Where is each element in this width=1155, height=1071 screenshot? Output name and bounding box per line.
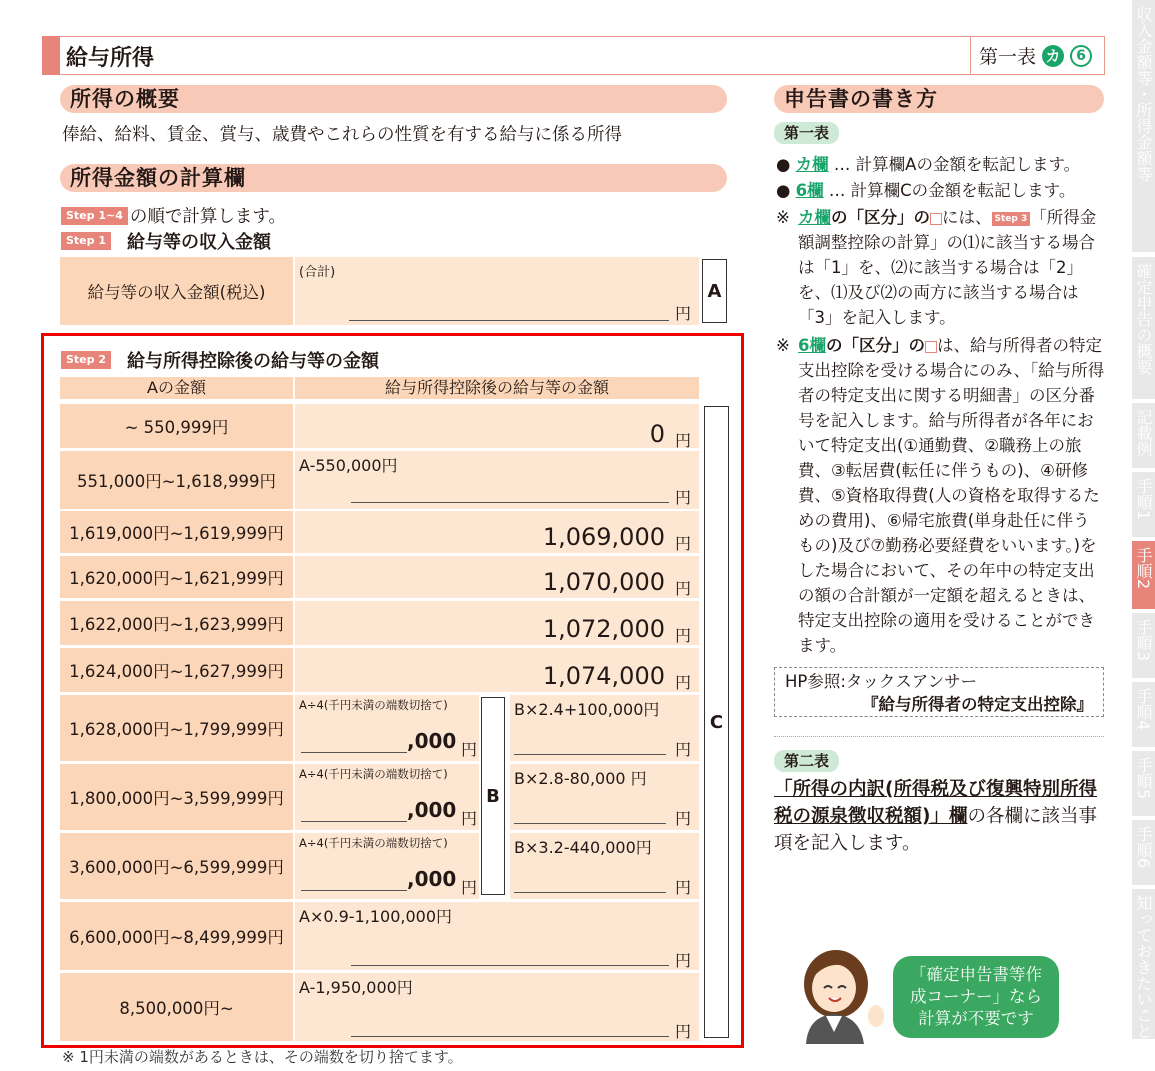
- six-field-link[interactable]: 6欄: [798, 336, 826, 355]
- sum-label: (合計): [299, 265, 336, 280]
- sheet-reference: [970, 36, 1105, 75]
- multiply-formula: B×2.4+100,000円: [514, 700, 660, 719]
- note-mark: ※: [776, 208, 790, 227]
- yen-unit: 円: [461, 740, 478, 759]
- quarter-cell-row-9[interactable]: [295, 833, 479, 899]
- fixed-value: 1,072,000: [542, 615, 665, 643]
- hp-reference-line2: 『給与所得者の特定支出控除』: [862, 695, 1093, 714]
- bullet-ka-text: … 計算欄Aの金額を転記します。: [833, 155, 1081, 174]
- title-accent: [42, 36, 60, 75]
- input-line: [514, 737, 666, 755]
- yen-unit: 円: [674, 878, 691, 897]
- range-row-5: 1,622,000円~1,623,999円: [60, 601, 293, 645]
- calc-heading: 所得金額の計算欄: [60, 164, 727, 192]
- step1-label: 給与等の収入金額(税込): [60, 257, 293, 325]
- range-row-10: 6,600,000円~8,499,999円: [60, 902, 293, 970]
- field-mark-6: 6: [1070, 45, 1092, 67]
- ka-field-link[interactable]: カ欄: [795, 155, 829, 174]
- value-row-5: [295, 601, 699, 645]
- multiply-cell-row-7[interactable]: [510, 695, 699, 761]
- page-title: 給与所得: [66, 46, 155, 71]
- nav-step6[interactable]: 手順6: [1132, 820, 1155, 885]
- input-line: [351, 1019, 669, 1037]
- hp-reference[interactable]: [774, 667, 1104, 717]
- bullet-6-text: … 計算欄Cの金額を転記します。: [828, 181, 1076, 200]
- multiply-formula: B×2.8-80,000 円: [514, 769, 647, 788]
- step1-value-cell[interactable]: [295, 257, 699, 325]
- box-a: A: [702, 259, 727, 323]
- nav-step5[interactable]: 手順5: [1132, 751, 1155, 816]
- fixed-value: 1,070,000: [542, 568, 665, 596]
- box-b: B: [481, 697, 505, 895]
- input-line: [514, 806, 666, 824]
- step2-title: 給与所得控除後の給与等の金額: [127, 351, 379, 372]
- advisor-character-icon: [792, 944, 888, 1044]
- overview-heading: 所得の概要: [60, 85, 727, 113]
- input-line: [351, 485, 669, 503]
- sheet1-label: 第一表: [774, 122, 839, 144]
- yen-unit: 円: [461, 878, 478, 897]
- input-line: [351, 948, 669, 966]
- fixed-value: 1,074,000: [542, 662, 665, 690]
- bullet-icon: ●: [776, 181, 791, 200]
- col-after-deduction: 給与所得控除後の給与等の金額: [295, 377, 699, 399]
- range-row-9: 3,600,000円~6,599,999円: [60, 833, 293, 899]
- quarter-cell-row-8[interactable]: [295, 764, 479, 830]
- value-row-6: [295, 648, 699, 692]
- quarter-formula: A÷4(千円未満の端数切捨て): [299, 767, 448, 781]
- formula: A-550,000円: [299, 456, 398, 475]
- note-ka-text1: には、: [942, 208, 992, 227]
- yen-unit: 円: [674, 809, 691, 828]
- step-badge: Step 1~4: [61, 207, 128, 225]
- yen-unit: 円: [674, 626, 691, 645]
- nav-step1[interactable]: 手順1: [1132, 472, 1155, 537]
- title-bar: [42, 36, 1105, 75]
- sheet2-label: 第二表: [774, 750, 839, 772]
- value-row-2[interactable]: [295, 451, 699, 509]
- kubun-label: の「区分」の: [831, 208, 930, 227]
- col-a-amount: Aの金額: [60, 377, 293, 399]
- sheet2-field-link[interactable]: 「所得の内訳(所得税及び復興特別所得税の源泉徴収税額)」欄: [774, 779, 1097, 827]
- yen-unit: 円: [674, 579, 691, 598]
- step2-header: [61, 347, 379, 373]
- note-ka: [798, 205, 1106, 330]
- multiply-cell-row-8[interactable]: [510, 764, 699, 830]
- bullet-ka: [776, 152, 1108, 177]
- entry-box-icon: [925, 341, 937, 353]
- yen-unit: 円: [674, 534, 691, 553]
- range-row-1: ~ 550,999円: [60, 404, 293, 448]
- divider: [774, 736, 1104, 737]
- quarter-formula: A÷4(千円未満の端数切捨て): [299, 836, 448, 850]
- yen-unit: 円: [674, 740, 691, 759]
- nav-tips[interactable]: 知っておきたいこと: [1132, 889, 1155, 1039]
- thousand-suffix: ,000: [407, 798, 457, 822]
- yen-unit: 円: [461, 809, 478, 828]
- value-row-3: [295, 511, 699, 553]
- range-row-2: 551,000円~1,618,999円: [60, 451, 293, 509]
- nav-step4[interactable]: 手順4: [1132, 682, 1155, 747]
- range-row-4: 1,620,000円~1,621,999円: [60, 556, 293, 598]
- sheet2-instruction: [774, 776, 1108, 857]
- fixed-value: 1,069,000: [542, 523, 665, 551]
- value-row-1: [295, 404, 699, 448]
- note-ka-text2: 「所得金額調整控除の計算」の⑴に該当する場合は「1」を、⑵に該当する場合は「2」を、⑴及び⑵の両方に該当する場合は「3」を記入します。: [798, 208, 1097, 327]
- step1-input-line: [349, 301, 669, 321]
- nav-step3[interactable]: 手順3: [1132, 613, 1155, 678]
- note-6: [798, 333, 1106, 658]
- calc-intro: [61, 203, 286, 228]
- ka-field-link[interactable]: カ欄: [798, 208, 831, 227]
- value-row-10[interactable]: [295, 902, 699, 970]
- nav-example[interactable]: 記載例: [1132, 403, 1155, 468]
- range-row-7: 1,628,000円~1,799,999円: [60, 695, 293, 761]
- fixed-value: 0: [649, 420, 665, 448]
- range-row-8: 1,800,000円~3,599,999円: [60, 764, 293, 830]
- hp-reference-line1: HP参照:タックスアンサー: [785, 672, 978, 691]
- field-mark-ka: カ: [1042, 45, 1064, 67]
- yen-unit: 円: [674, 951, 691, 970]
- step1-title: 給与等の収入金額: [127, 232, 271, 253]
- calc-intro-text: の順で計算します。: [129, 207, 286, 227]
- nav-step2[interactable]: 手順2: [1132, 541, 1155, 609]
- nav-overview[interactable]: 確定申告の概要: [1132, 257, 1155, 399]
- input-line: [301, 804, 407, 822]
- footnote: ※ 1円未満の端数があるときは、その端数を切り捨てます。: [62, 1048, 463, 1066]
- range-row-11: 8,500,000円~: [60, 973, 293, 1041]
- input-line: [514, 875, 666, 893]
- nav-income-section[interactable]: 収入金額等・所得金額等: [1132, 0, 1155, 252]
- kubun-label: の「区分」の: [825, 336, 925, 355]
- step3-badge: Step 3: [992, 212, 1031, 226]
- step1-header: [61, 228, 271, 254]
- yen-unit: 円: [674, 1022, 691, 1041]
- input-line: [301, 735, 407, 753]
- input-line: [301, 873, 407, 891]
- entry-box-icon: [930, 213, 942, 225]
- formula: A-1,950,000円: [299, 978, 413, 997]
- yen-unit: 円: [675, 304, 692, 323]
- howto-heading: 申告書の書き方: [774, 85, 1104, 113]
- value-row-4: [295, 556, 699, 598]
- note-mark: ※: [776, 336, 790, 355]
- range-row-3: 1,619,000円~1,619,999円: [60, 511, 293, 553]
- six-field-link[interactable]: 6欄: [795, 181, 824, 200]
- bullet-icon: ●: [776, 155, 791, 174]
- multiply-formula: B×3.2-440,000円: [514, 838, 652, 857]
- sheet2-text: の各欄に該当事項を記入します。: [774, 806, 1097, 854]
- sheet-label: 第一表: [979, 46, 1037, 68]
- yen-unit: 円: [674, 673, 691, 692]
- tip-bubble: 「確定申告書等作成コーナー」なら計算が不要です: [893, 956, 1059, 1038]
- quarter-cell-row-7[interactable]: [295, 695, 479, 761]
- step1-badge: Step 1: [61, 232, 111, 250]
- range-row-6: 1,624,000円~1,627,999円: [60, 648, 293, 692]
- bullet-6: [776, 178, 1108, 203]
- overview-text: 俸給、給料、賃金、賞与、歳費やこれらの性質を有する給与に係る所得: [62, 125, 622, 145]
- step2-badge: Step 2: [61, 351, 111, 369]
- formula: A×0.9-1,100,000円: [299, 907, 453, 926]
- box-c: C: [704, 406, 729, 1038]
- note-6-text: は、給与所得者の特定支出控除を受ける場合にのみ、「給与所得者の特定支出に関する明細書」の区分番号を記入します。給与所得者が各年において特定支出(①通勤費、②職務上の旅費、③転居費(転任に伴うもの)、④研修費、⑤資格取得費(人の資格を取得するための費用)、⑥帰宅旅費(単身赴任に伴うもの)及び⑦勤務必要経費をいいます。)をした場合において、その年中の特定支出の額の合計額が一定額を超えるときは、特定支出控除の適用を受けることができます。: [798, 336, 1105, 655]
- yen-unit: 円: [674, 488, 691, 507]
- thousand-suffix: ,000: [407, 729, 457, 753]
- yen-unit: 円: [674, 431, 691, 450]
- thousand-suffix: ,000: [407, 867, 457, 891]
- quarter-formula: A÷4(千円未満の端数切捨て): [299, 698, 448, 712]
- value-row-11[interactable]: [295, 973, 699, 1041]
- multiply-cell-row-9[interactable]: [510, 833, 699, 899]
